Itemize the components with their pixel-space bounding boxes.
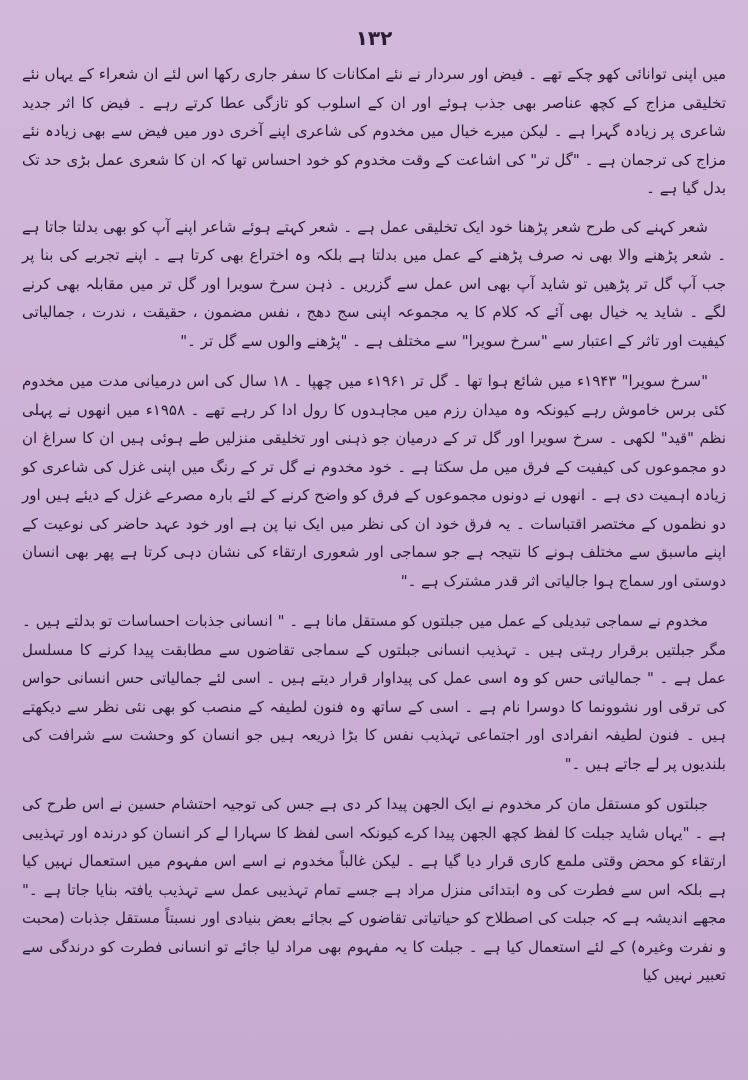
paragraph-1: میں اپنی توانائی کھو چکے تھے ۔ فیض اور سردار نے نئے امکانات کا سفر جاری رکھا اس لئے ان شعراء کے یہاں نئے تخلیقی مزاج کے کچھ عناصر بھی جذب ہوئے اور ان کے اسلوب کو تازگی عطا کرتے رہے ۔ فیض کا اثر جدید شاعری پر زیادہ گہرا ہے ۔ لیکن میرے خیال میں مخدوم کی شاعری اپنے آخری دور میں فیض سے بھی زیادہ نئے مزاج کی ترجمان ہے ۔ "گل تر" کی اشاعت کے وقت مخدوم کو خود احساس تھا کہ ان کا شعری عمل بڑی حد تک بدل گیا ہے ۔: [22, 65, 726, 197]
paragraph-4: مخدوم نے سماجی تبدیلی کے عمل میں جبلتوں کو مستقل مانا ہے ۔ " انسانی جذبات احساسات تو بدلتے ہیں ۔ مگر جبلتیں برقرار رہتی ہیں ۔ تہذیب انسانی جبلتوں کے سماجی تقاضوں سے مطابقت پیدا کرنے کا مسلسل عمل ہے ۔ " جمالیاتی حس کو وہ اسی عمل کی پیداوار قرار دیتے ہیں ۔ اسی لئے جمالیاتی حس انسانی حواس کی ترقی اور نشوونما کا دوسرا نام ہے ۔ اسی کے ساتھ وہ فنون لطیفہ کے منصب کو بھی نئی نظر سے دیکھتے ہیں ۔ فنون لطیفہ انفرادی اور اجتماعی تہذیب نفس کا بڑا ذریعہ ہیں جو انسان کو وحشت سے شرافت کی بلندیوں پر لے جاتے ہیں ۔": [22, 612, 726, 773]
paragraph-3: "سرخ سویرا" ۱۹۴۳ء میں شائع ہوا تھا ۔ گل تر ۱۹۶۱ء میں چھپا ۔ ۱۸ سال کی اس درمیانی مدت میں مخدوم کئی برس خاموش رہے کیونکہ وہ میدان رزم میں مجاہدوں کا رول ادا کر رہے تھے ۔ ۱۹۵۸ء میں انھوں نے پہلی نظم "قید" لکھی ۔ سرخ سویرا اور گل تر کے درمیان جو ذہنی اور تخلیقی منزلیں طے ہوئی ہیں ان کا سراغ ان دو مجموعوں کی کیفیت کے فرق میں مل سکتا ہے ۔ خود مخدوم نے گل تر کے رنگ میں اپنی غزل کی شاعری کو زیادہ اہمیت دی ہے ۔ انھوں نے دونوں مجموعوں کے فرق کو واضح کرنے کے لئے بارہ مصرعے غزل کے دیئے ہیں اور دو نظموں کے مختصر اقتباسات ۔ یہ فرق خود ان کی نظر میں ایک نیا پن ہے اور خود عہد حاضر کی نوعیت کے اپنے ماسبق سے مختلف ہونے کا نتیجہ ہے جو سماجی اور شعوری ارتقاء کی نشان دہی کرتا ہے پھر بھی انسان دوستی اور سماج ہوا جالیاتی اثر قدر مشترک ہے ۔": [21, 372, 726, 590]
page-number: ۱۳۲: [355, 26, 393, 50]
paragraph-2: شعر کہنے کی طرح شعر پڑھنا خود ایک تخلیقی عمل ہے ۔ شعر کہتے ہوئے شاعر اپنے آپ کو بھی بدلتا جاتا ہے ۔ شعر پڑھنے والا بھی نہ صرف پڑھنے کے عمل میں بدلتا ہے بلکہ وہ اختراع بھی کرتا ہے ۔ اپنے تجربے کی بنا پر جب آپ گل تر پڑھیں تو شاید آپ بھی اس عمل سے گزریں ۔ ذہن سرخ سویرا اور گل تر میں مقابلہ بھی کرنے لگے ۔ شاید یہ خیال بھی آئے کہ کلام کا یہ مجموعہ اپنی سج دھج ، نفس مضمون ، حقیقت ، ندرت ، جمالیاتی کیفیت اور تاثر کے اعتبار سے "سرخ سویرا" سے مختلف ہے ۔ "پڑھنے والوں سے گل تر ۔": [22, 217, 726, 350]
paragraph-5: جبلتوں کو مستقل مان کر مخدوم نے ایک الجھن پیدا کر دی ہے جس کی توجیہ احتشام حسین نے اس طرح کی ہے ۔ "یہاں شاید جبلت کا لفظ کچھ الجھن پیدا کرے کیونکہ اسی لفظ کا سہارا لے کر انسان کو درندہ اور تہذیبی ارتقاء کو محض وقتی ملمع کاری قرار دیا گیا ہے ۔ لیکن غالباً مخدوم نے اسے اس مفہوم میں استعمال نہیں کیا ہے بلکہ اس سے فطرت کی وہ ابتدائی منزل مراد ہے جسے تمام تہذیبی عمل سے تہذیب یافتہ بنایا جاتا ہے ۔" مجھے اندیشہ ہے کہ جبلت کی اصطلاح کو حیاتیاتی تقاضوں کے بجائے بعض بنیادی اور نسبتاً مستقل جذبات (محبت و نفرت وغیرہ) کے لئے استعمال کیا ہے ۔ جبلت کا یہ مفہوم بھی مراد لیا جائے تو انسانی فطرت کو درندگی سے تعبیر نہیں کیا: [22, 795, 726, 984]
